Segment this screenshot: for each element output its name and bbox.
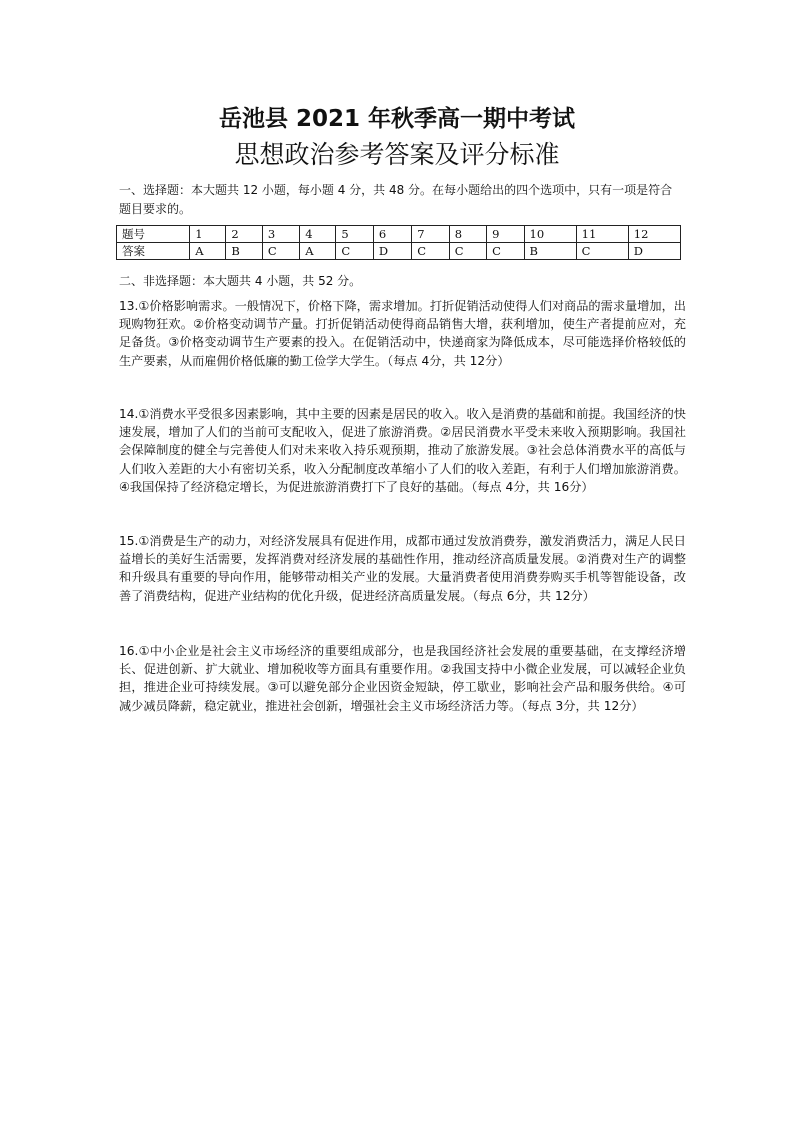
question-number-cell: 1	[190, 226, 226, 243]
answer-paragraph-14: 14.①消费水平受很多因素影响，其中主要的因素是居民的收入。收入是消费的基础和前提。我国经济的快速发展，增加了人们的当前可支配收入，促进了旅游消费。②居民消费水平受未来收入预期影响。我国社会保障制度的健全与完善使人们对未来收入持乐观预期，推动了旅游发展。③社会总体消费水平的高低与人们收入差距的大小有密切关系，收入分配制度改革缩小了人们的收入差距，有利于人们增加旅游消费。④我国保持了经济稳定增长，为促进旅游消费打下了良好的基础。（每点 4分，共 16分）	[119, 407, 686, 494]
question-number-cell: 3	[262, 226, 299, 243]
answer-paragraph-16: 16.①中小企业是社会主义市场经济的重要组成部分，也是我国经济社会发展的重要基础，在支撑经济增长、促进创新、扩大就业、增加税收等方面具有重要作用。②我国支持中小微企业发展，可以减轻企业负担，推进企业可持续发展。③可以避免部分企业因资金短缺，停工歇业，影响社会产品和服务供给。④可减少减员降薪，稳定就业，推进社会创新，增强社会主义市场经济活力等。（每点 3分，共 12分）	[119, 644, 686, 713]
question-number-cell: 9	[487, 226, 524, 243]
question-number-cell: 5	[336, 226, 373, 243]
answer-paragraph-13: 13.①价格影响需求。一般情况下，价格下降，需求增加。打折促销活动使得人们对商品的需求量增加，出现购物狂欢。②价格变动调节产量。打折促销活动使得商品销售大增，获利增加，使生产者提前应对，充足备货。③价格变动调节生产要素的投入。在促销活动中，快递商家为降低成本，尽可能选择价格较低的生产要素，从而雇佣价格低廉的勤工俭学大学生。（每点 4分，共 12分）	[119, 299, 686, 368]
question-number-cell: 11	[576, 226, 628, 243]
exam-title: 岳池县 2021 年秋季高一期中考试	[218, 106, 576, 132]
section-2-heading: 二、非选择题：本大题共 4 小题，共 52 分。	[119, 274, 362, 288]
question-number-cell: 6	[373, 226, 411, 243]
answer-row	[117, 243, 681, 260]
answer-cell: C	[336, 243, 373, 260]
answer-cell: B	[226, 243, 263, 260]
answer-cell: C	[487, 243, 524, 260]
question-number-row	[117, 226, 681, 243]
answer-cell: C	[262, 243, 299, 260]
answer-table	[116, 225, 681, 260]
question-number-cell: 2	[226, 226, 263, 243]
answer-cell: D	[628, 243, 680, 260]
answer-cell: C	[576, 243, 628, 260]
question-number-cell: 12	[628, 226, 680, 243]
table-row-label: 答案	[117, 243, 190, 260]
answer-cell: C	[449, 243, 486, 260]
question-number-cell: 10	[524, 226, 576, 243]
answer-cell: A	[190, 243, 226, 260]
question-number-cell: 7	[412, 226, 449, 243]
answer-cell: B	[524, 243, 576, 260]
document-subtitle: 思想政治参考答案及评分标准	[234, 140, 560, 169]
answer-cell: C	[412, 243, 449, 260]
question-number-cell: 4	[300, 226, 336, 243]
table-row-label: 题号	[117, 226, 190, 243]
question-number-cell: 8	[449, 226, 486, 243]
answer-cell: A	[300, 243, 336, 260]
answer-paragraph-15: 15.①消费是生产的动力，对经济发展具有促进作用，成都市通过发放消费券，激发消费活力，满足人民日益增长的美好生活需要，发挥消费对经济发展的基础性作用，推动经济高质量发展。②消费对生产的调整和升级具有重要的导向作用，能够带动相关产业的发展。大量消费者使用消费券购买手机等智能设备，改善了消费结构，促进产业结构的优化升级，促进经济高质量发展。（每点 6分，共 12分）	[119, 534, 686, 603]
answer-cell: D	[373, 243, 411, 260]
section-1-heading: 一、选择题：本大题共 12 小题，每小题 4 分，共 48 分。在每小题给出的四个选项中，只有一项是符合题目要求的。	[119, 183, 673, 216]
